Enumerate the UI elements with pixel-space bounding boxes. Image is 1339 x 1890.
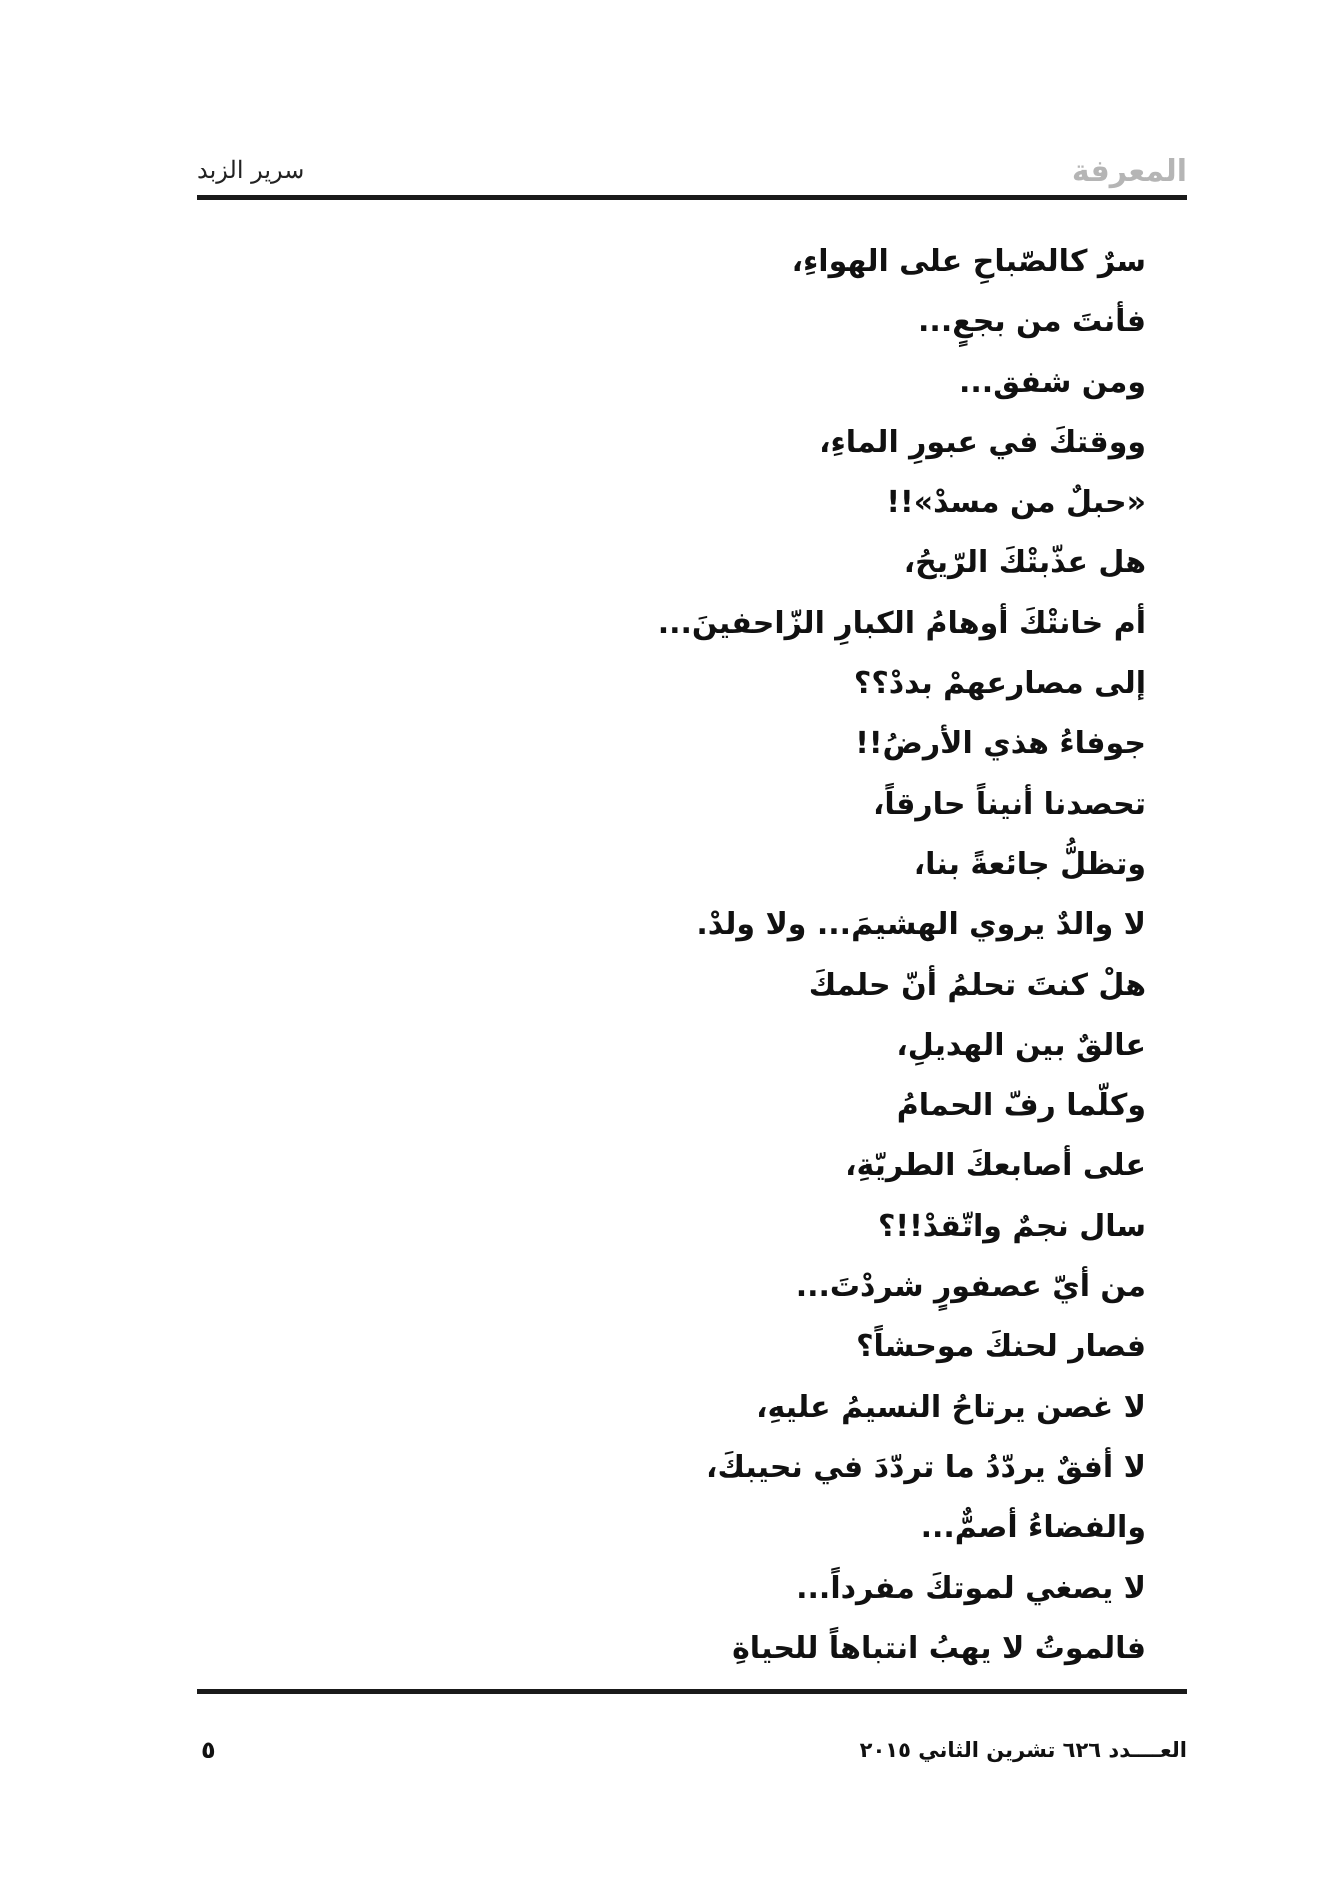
poem-line: فصار لحنكَ موحشاً؟ xyxy=(856,1329,1146,1365)
section-title: سرير الزبد xyxy=(197,156,305,184)
poem-line: «حبلٌ من مسدْ»!! xyxy=(886,485,1146,521)
poem-line: وكلّما رفّ الحمامُ xyxy=(896,1088,1146,1124)
magazine-logo: المعرفة xyxy=(1071,154,1187,189)
page-header xyxy=(197,150,1187,196)
poem-line: هلْ كنتَ تحلمُ أنّ حلمكَ xyxy=(808,967,1146,1003)
poem-line: فأنتَ من بجعٍ... xyxy=(918,304,1146,340)
poem-line: تحصدنا أنيناً حارقاً، xyxy=(873,786,1146,822)
poem-line: عالقٌ بين الهديلِ، xyxy=(896,1027,1146,1063)
poem-body xyxy=(446,232,1146,1679)
poem-line: سرٌ كالصّباحِ على الهواءِ، xyxy=(791,244,1146,279)
poem-line: على أصابعكَ الطريّةِ، xyxy=(845,1148,1146,1184)
poem-line: لا والدٌ يروي الهشيمَ... ولا ولدْ. xyxy=(696,907,1146,943)
poem-line: والفضاءُ أصمٌّ... xyxy=(920,1510,1146,1546)
poem-line: من أيّ عصفورٍ شردْتَ... xyxy=(795,1269,1146,1305)
poem-line: وتظلُّ جائعةً بنا، xyxy=(913,846,1146,882)
poem-line: لا غصن يرتاحُ النسيمُ عليهِ، xyxy=(756,1389,1146,1425)
page-footer xyxy=(197,1736,1187,1776)
poem-line: ومن شفق... xyxy=(959,364,1146,400)
poem-line: لا أفقٌ يردّدُ ما تردّدَ في نحيبكَ، xyxy=(706,1449,1146,1485)
issue-info: العــــدد ٦٢٦ تشرين الثاني ٢٠١٥ xyxy=(859,1738,1187,1762)
poem-line: جوفاءُ هذي الأرضُ!! xyxy=(855,726,1146,762)
poem-line: سال نجمٌ واتّقدْ!!؟ xyxy=(878,1208,1146,1244)
poem-line: فالموتُ لا يهبُ انتباهاً للحياةِ xyxy=(732,1630,1146,1666)
poem-line: أم خانتْكَ أوهامُ الكبارِ الزّاحفينَ... xyxy=(657,605,1146,641)
poem-line: هل عذّبتْكَ الرّيحُ، xyxy=(903,545,1146,581)
page-number: ٥ xyxy=(201,1736,216,1764)
footer-divider xyxy=(197,1689,1187,1694)
poem-line: ووقتكَ في عبورِ الماءِ، xyxy=(819,424,1146,460)
header-divider xyxy=(197,195,1187,200)
poem-line: إلى مصارعهمْ بددْ؟؟ xyxy=(853,666,1146,702)
poem-line: لا يصغي لموتكَ مفرداً... xyxy=(796,1570,1146,1606)
